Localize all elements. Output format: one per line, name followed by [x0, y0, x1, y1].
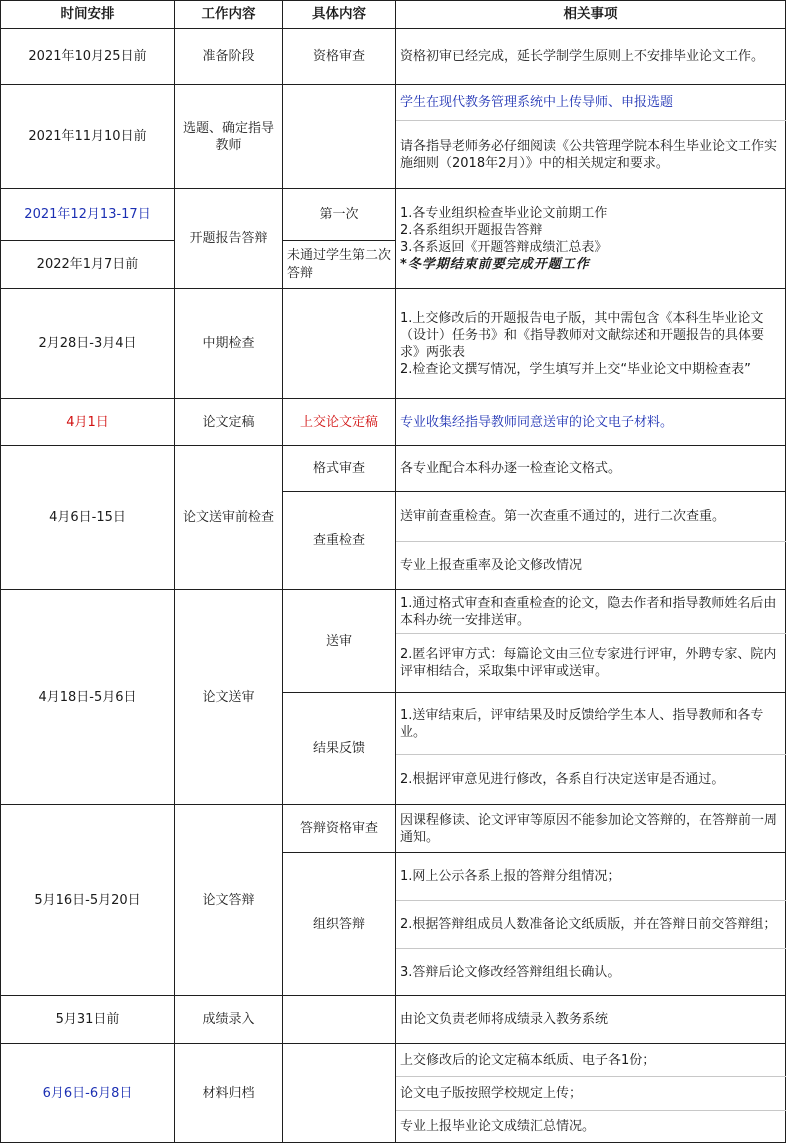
matter-line: 2.检查论文撰写情况，学生填写并上交“毕业论文中期检查表”	[400, 361, 751, 377]
detail-cell: 答辩资格审查	[283, 805, 396, 853]
work-cell: 论文定稿	[175, 399, 283, 446]
matter-cell: 2.匿名评审方式：每篇论文由三位专家进行评审，外聘专家、院内评审相结合，采取集中评审或送审。	[396, 634, 786, 693]
table-row	[1, 590, 786, 634]
detail-cell: 格式审查	[283, 446, 396, 492]
work-cell: 准备阶段	[175, 29, 283, 85]
matter-cell: 1.送审结束后，评审结果及时反馈给学生本人、指导教师和各专业。	[396, 693, 786, 755]
matter-cell: 上交修改后的论文定稿本纸质、电子各1份；	[396, 1044, 786, 1077]
time-cell: 5月16日-5月20日	[1, 805, 175, 996]
detail-cell: 查重检查	[283, 492, 396, 590]
matter-cell: 1.通过格式审查和查重检查的论文，隐去作者和指导教师姓名后由本科办统一安排送审。	[396, 590, 786, 634]
detail-cell: 送审	[283, 590, 396, 693]
time-cell: 4月1日	[1, 399, 175, 446]
table-row	[1, 85, 786, 121]
header-detail: 具体内容	[283, 1, 396, 29]
matter-cell: 送审前查重检查。第一次查重不通过的，进行二次查重。	[396, 492, 786, 542]
detail-cell: 未通过学生第二次答辩	[283, 241, 396, 289]
matter-cell: 3.答辩后论文修改经答辩组组长确认。	[396, 949, 786, 996]
table-row	[1, 1044, 786, 1077]
table-row	[1, 996, 786, 1044]
time-cell: 6月6日-6月8日	[1, 1044, 175, 1143]
table-row	[1, 805, 786, 853]
matter-line: 1.各专业组织检查毕业论文前期工作	[400, 205, 608, 221]
matter-cell: 学生在现代教务管理系统中上传导师、申报选题	[396, 85, 786, 121]
time-cell: 2021年11月10日前	[1, 85, 175, 189]
work-cell: 论文送审	[175, 590, 283, 805]
time-cell: 2021年12月13-17日	[1, 189, 175, 241]
header-time: 时间安排	[1, 1, 175, 29]
detail-cell	[283, 1044, 396, 1143]
detail-cell	[283, 85, 396, 189]
header-row	[1, 1, 786, 29]
header-work: 工作内容	[175, 1, 283, 29]
work-cell: 成绩录入	[175, 996, 283, 1044]
time-cell: 2022年1月7日前	[1, 241, 175, 289]
matter-cell: 因课程修读、论文评审等原因不能参加论文答辩的，在答辩前一周通知。	[396, 805, 786, 853]
matter-note: *冬学期结束前要完成开题工作	[400, 256, 590, 272]
time-cell: 2月28日-3月4日	[1, 289, 175, 399]
matter-cell: 论文电子版按照学校规定上传；	[396, 1077, 786, 1111]
matter-cell: 资格初审已经完成，延长学制学生原则上不安排毕业论文工作。	[396, 29, 786, 85]
detail-cell: 第一次	[283, 189, 396, 241]
work-cell: 开题报告答辩	[175, 189, 283, 289]
detail-cell: 上交论文定稿	[283, 399, 396, 446]
matter-cell	[396, 189, 786, 289]
time-cell: 2021年10月25日前	[1, 29, 175, 85]
table-row	[1, 189, 786, 241]
work-cell: 材料归档	[175, 1044, 283, 1143]
detail-cell: 资格审查	[283, 29, 396, 85]
detail-cell	[283, 289, 396, 399]
work-cell: 论文答辩	[175, 805, 283, 996]
matter-cell: 专业收集经指导教师同意送审的论文电子材料。	[396, 399, 786, 446]
matter-cell: 专业上报毕业论文成绩汇总情况。	[396, 1111, 786, 1143]
time-cell: 4月18日-5月6日	[1, 590, 175, 805]
header-matters: 相关事项	[396, 1, 786, 29]
work-cell: 选题、确定指导教师	[175, 85, 283, 189]
detail-cell: 组织答辩	[283, 853, 396, 996]
matter-line: 3.各系返回《开题答辩成绩汇总表》	[400, 239, 608, 255]
work-cell: 论文送审前检查	[175, 446, 283, 590]
table-row	[1, 399, 786, 446]
table-row	[1, 446, 786, 492]
work-cell: 中期检查	[175, 289, 283, 399]
time-cell: 5月31日前	[1, 996, 175, 1044]
matter-line: 2.各系组织开题报告答辩	[400, 222, 543, 238]
table-row	[1, 29, 786, 85]
time-cell: 4月6日-15日	[1, 446, 175, 590]
detail-cell	[283, 996, 396, 1044]
matter-cell	[396, 289, 786, 399]
detail-cell: 结果反馈	[283, 693, 396, 805]
matter-cell: 2.根据评审意见进行修改，各系自行决定送审是否通过。	[396, 755, 786, 805]
matter-cell: 专业上报查重率及论文修改情况	[396, 542, 786, 590]
table-row	[1, 289, 786, 399]
matter-cell: 由论文负责老师将成绩录入教务系统	[396, 996, 786, 1044]
matter-line: 1.上交修改后的开题报告电子版，其中需包含《本科生毕业论文（设计）任务书》和《指导教师对文献综述和开题报告的具体要求》两张表	[400, 310, 765, 360]
matter-cell: 2.根据答辩组成员人数准备论文纸质版，并在答辩日前交答辩组；	[396, 901, 786, 949]
matter-cell: 1.网上公示各系上报的答辩分组情况；	[396, 853, 786, 901]
matter-cell: 各专业配合本科办逐一检查论文格式。	[396, 446, 786, 492]
matter-cell: 请各指导老师务必仔细阅读《公共管理学院本科生毕业论文工作实施细则（2018年2月）》中的相关规定和要求。	[396, 121, 786, 189]
